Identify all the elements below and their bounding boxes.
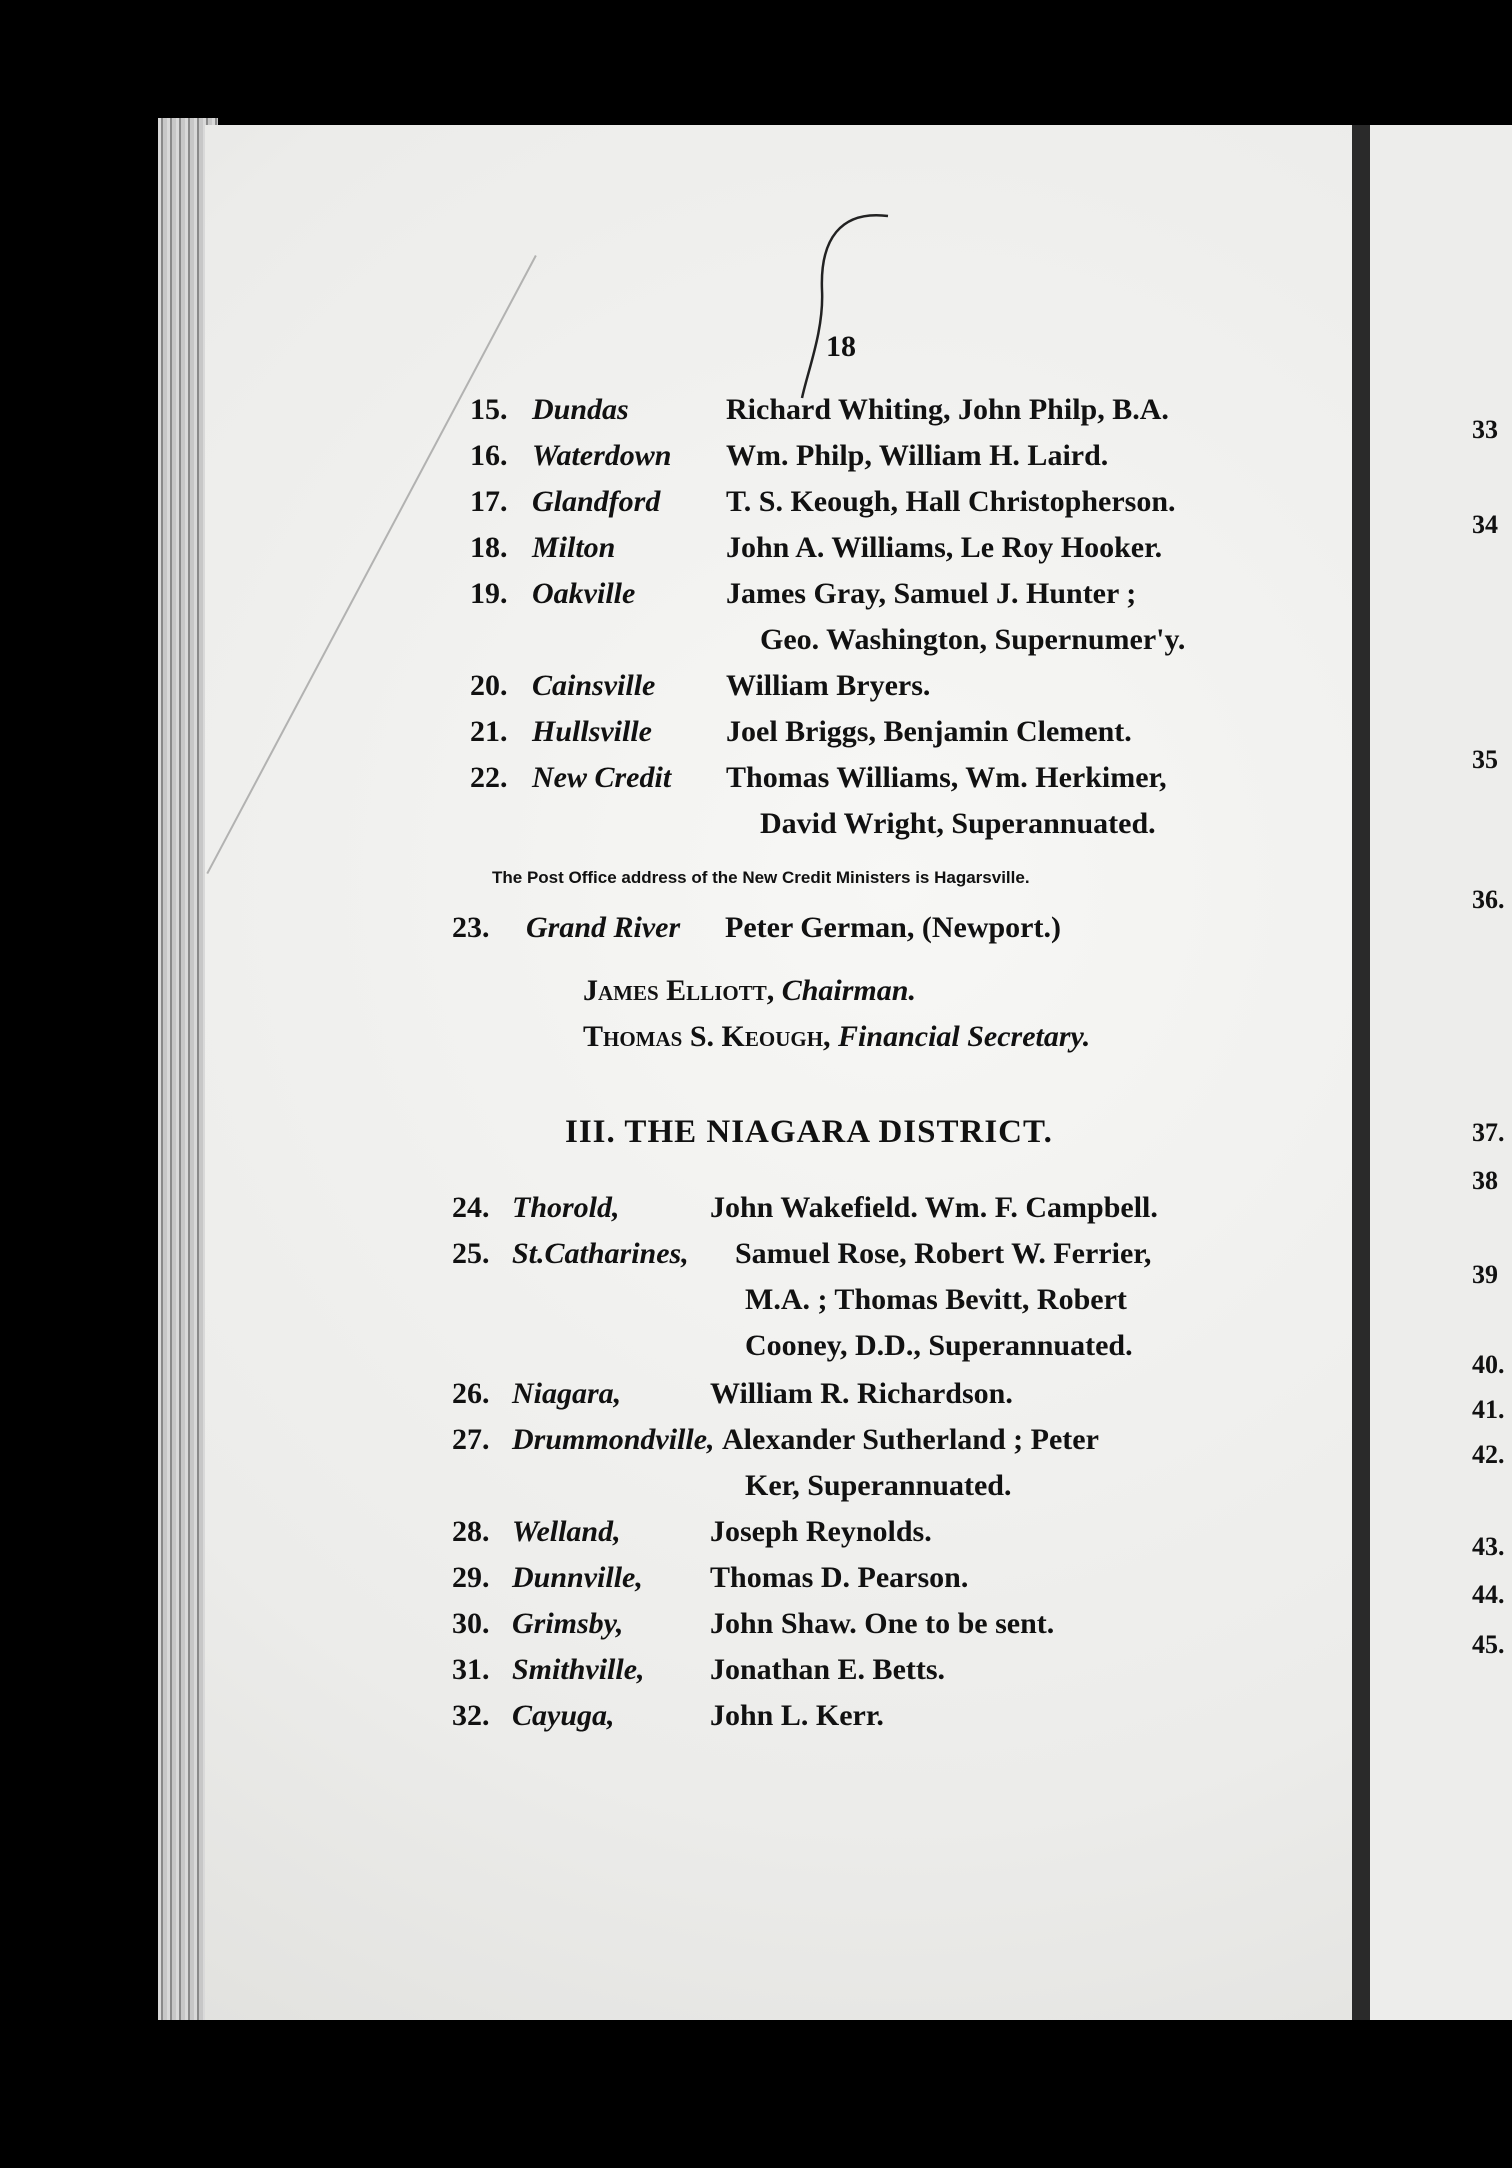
pencil-mark [800, 210, 900, 400]
entry-number: 29. [452, 1561, 490, 1594]
entry-names: Samuel Rose, Robert W. Ferrier, [735, 1237, 1152, 1270]
entry-place: Smithville, [512, 1653, 645, 1686]
entry-names: Thomas Williams, Wm. Herkimer, [726, 761, 1167, 794]
entry-place: Cainsville [532, 669, 656, 702]
facing-page-entry-number: 34 [1472, 510, 1498, 539]
entry-place: Grimsby, [512, 1607, 624, 1640]
entry-number: 20. [470, 669, 508, 702]
chairman-signature [583, 974, 916, 1008]
entry-names: T. S. Keough, Hall Christopherson. [726, 485, 1176, 518]
facing-page-entry-number: 35 [1472, 745, 1498, 774]
entry-names: Ker, Superannuated. [745, 1469, 1012, 1502]
entry-names: Peter German, (Newport.) [725, 911, 1061, 944]
entry-place: Oakville [532, 577, 636, 610]
entry-place: Thorold, [512, 1191, 620, 1224]
entry-names: Jonathan E. Betts. [710, 1653, 946, 1686]
entry-place: Welland, [512, 1515, 621, 1548]
entry-names: Richard Whiting, John Philp, B.A. [726, 393, 1169, 426]
facing-page-entry-number: 37. [1472, 1118, 1505, 1147]
entry-number: 22. [470, 761, 508, 794]
entry-number: 27. [452, 1423, 490, 1456]
secretary-signature [583, 1020, 1090, 1054]
entry-number: 32. [452, 1699, 490, 1732]
entry-place: Hullsville [532, 715, 652, 748]
entry-names: John Wakefield. Wm. F. Campbell. [710, 1191, 1158, 1224]
entry-names: Cooney, D.D., Superannuated. [745, 1329, 1133, 1362]
entry-number: 15. [470, 393, 508, 426]
facing-page-entry-number: 40. [1472, 1350, 1505, 1379]
entry-place: Glandford [532, 485, 661, 518]
entry-number: 24. [452, 1191, 490, 1224]
entry-names: John Shaw. One to be sent. [710, 1607, 1055, 1640]
entry-names: David Wright, Superannuated. [760, 807, 1156, 840]
facing-page-entry-number: 42. [1472, 1440, 1505, 1469]
entry-names: William R. Richardson. [710, 1377, 1013, 1410]
facing-page-entry-number: 41. [1472, 1395, 1505, 1424]
entry-place: Dundas [532, 393, 629, 426]
entry-number: 19. [470, 577, 508, 610]
chairman-title: Chairman. [781, 974, 916, 1007]
entry-names: Thomas D. Pearson. [710, 1561, 969, 1594]
facing-page [1370, 125, 1512, 2025]
entry-number: 31. [452, 1653, 490, 1686]
facing-page-entry-number: 36. [1472, 885, 1505, 914]
entry-number: 18. [470, 531, 508, 564]
entry-number: 16. [470, 439, 508, 472]
page-number: 18 [826, 330, 856, 363]
secretary-name: Thomas S. Keough, [583, 1020, 831, 1053]
entry-number: 23. [452, 911, 490, 944]
entry-number: 25. [452, 1237, 490, 1270]
entry-number: 21. [470, 715, 508, 748]
entry-number: 28. [452, 1515, 490, 1548]
entry-number: 30. [452, 1607, 490, 1640]
entry-number: 26. [452, 1377, 490, 1410]
facing-page-entry-number: 45. [1472, 1630, 1505, 1659]
chairman-name: James Elliott, [583, 974, 775, 1007]
entry-names: James Gray, Samuel J. Hunter ; [726, 577, 1137, 610]
scan-border [158, 2020, 1512, 2168]
entry-names: Alexander Sutherland ; Peter [722, 1423, 1099, 1456]
facing-page-entry-number: 44. [1472, 1580, 1505, 1609]
entry-place: New Credit [532, 761, 672, 794]
entry-place: Drummondville, [512, 1423, 715, 1456]
facing-page-entry-number: 33 [1472, 415, 1498, 444]
entry-names: Joseph Reynolds. [710, 1515, 932, 1548]
secretary-title: Financial Secretary. [838, 1020, 1091, 1053]
facing-page-entry-number: 43. [1472, 1532, 1505, 1561]
facing-page-entry-number: 38 [1472, 1166, 1498, 1195]
entry-names: Geo. Washington, Supernumer'y. [760, 623, 1186, 656]
entry-place: Niagara, [512, 1377, 622, 1410]
entry-names: Joel Briggs, Benjamin Clement. [726, 715, 1132, 748]
post-office-note: The Post Office address of the New Credit Ministers is Hagarsville. [492, 868, 1030, 887]
facing-page-entry-number: 39 [1472, 1260, 1498, 1289]
entry-names: William Bryers. [726, 669, 931, 702]
district-heading: III. THE NIAGARA DISTRICT. [565, 1114, 1053, 1150]
entry-names: Wm. Philp, William H. Laird. [726, 439, 1109, 472]
book-gutter [1352, 125, 1370, 2025]
entry-names: M.A. ; Thomas Bevitt, Robert [745, 1283, 1127, 1316]
entry-place: Grand River [526, 911, 681, 944]
entry-place: Dunnville, [512, 1561, 643, 1594]
entry-place: Waterdown [532, 439, 672, 472]
entry-place: Cayuga, [512, 1699, 615, 1732]
entry-place: Milton [532, 531, 616, 564]
entry-place: St.Catharines, [512, 1237, 689, 1270]
entry-names: John A. Williams, Le Roy Hooker. [726, 531, 1163, 564]
entry-names: John L. Kerr. [710, 1699, 884, 1732]
entry-number: 17. [470, 485, 508, 518]
